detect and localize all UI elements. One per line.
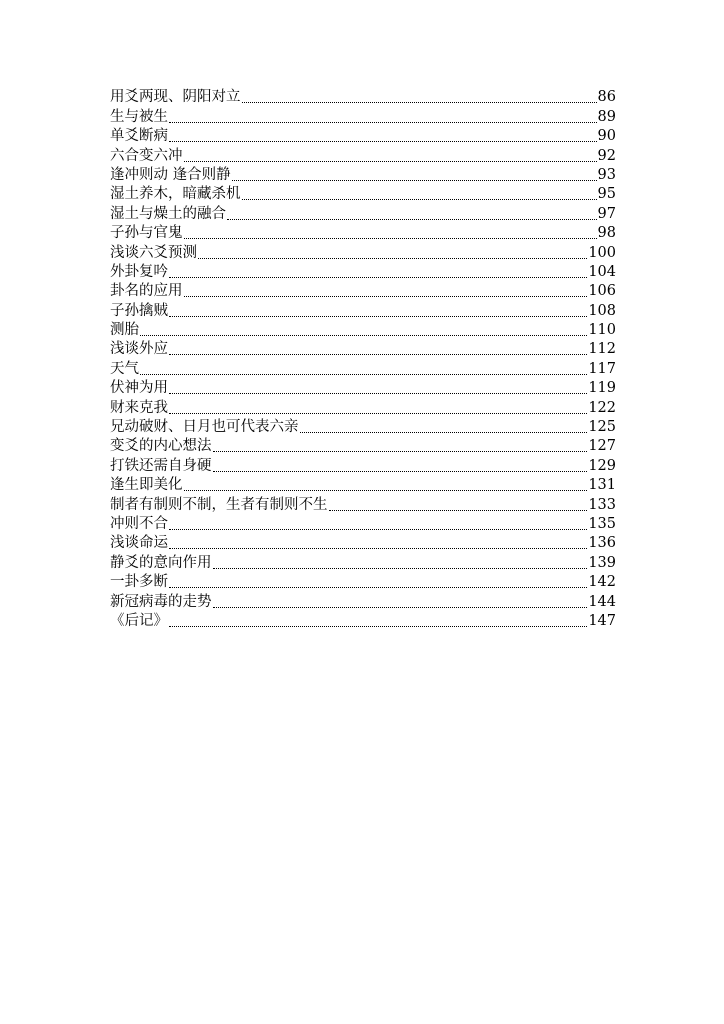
toc-entry-page: 95	[597, 186, 616, 203]
dot-leader	[242, 101, 597, 103]
toc-entry-title: 伏神为用	[110, 380, 168, 397]
dot-leader	[198, 257, 587, 259]
dot-leader	[213, 470, 588, 472]
toc-entry-page: 122	[588, 399, 616, 416]
toc-entry-page: 93	[597, 166, 616, 183]
dot-leader	[213, 450, 588, 452]
dot-leader	[169, 276, 587, 278]
dot-leader	[232, 179, 597, 181]
toc-entry-page: 136	[588, 535, 616, 552]
toc-entry-page: 92	[597, 147, 616, 164]
dot-leader	[300, 431, 588, 433]
dot-leader	[169, 625, 587, 627]
dot-leader	[213, 567, 588, 569]
toc-entry-title: 制者有制则不制，生者有制则不生	[110, 496, 328, 513]
toc-entry-title: 测胎	[110, 322, 139, 339]
toc-entry[interactable]	[110, 321, 616, 340]
dot-leader	[242, 198, 597, 200]
toc-entry[interactable]	[110, 476, 616, 495]
toc-entry-page: 89	[597, 108, 616, 125]
toc-entry-page: 97	[597, 205, 616, 222]
toc-entry-title: 六合变六冲	[110, 147, 183, 164]
toc-entry[interactable]	[110, 515, 616, 534]
toc-entry[interactable]	[110, 573, 616, 592]
toc-entry-page: 133	[588, 496, 616, 513]
toc-entry-title: 子孙擒贼	[110, 302, 168, 319]
toc-entry-page: 104	[588, 263, 616, 280]
toc-entry-page: 110	[588, 322, 616, 339]
dot-leader	[169, 547, 587, 549]
toc-entry-page: 142	[588, 574, 616, 591]
toc-entry[interactable]	[110, 592, 616, 611]
toc-entry[interactable]	[110, 398, 616, 417]
dot-leader	[184, 237, 597, 239]
toc-entry[interactable]	[110, 359, 616, 378]
toc-entry[interactable]	[110, 495, 616, 514]
toc-entry-page: 139	[588, 554, 616, 571]
toc-entry-page: 108	[588, 302, 616, 319]
table-of-contents	[110, 88, 616, 631]
toc-entry-title: 子孙与官鬼	[110, 225, 183, 242]
toc-entry[interactable]	[110, 418, 616, 437]
toc-entry-title: 用爻两现、阴阳对立	[110, 89, 241, 106]
toc-entry-title: 湿土养木，暗藏杀机	[110, 186, 241, 203]
toc-entry-title: 逢冲则动 逢合则静	[110, 166, 231, 183]
toc-entry-page: 129	[588, 457, 616, 474]
toc-entry-title: 浅谈命运	[110, 535, 168, 552]
dot-leader	[169, 586, 587, 588]
toc-entry[interactable]	[110, 146, 616, 165]
toc-entry[interactable]	[110, 340, 616, 359]
toc-entry-title: 逢生即美化	[110, 477, 183, 494]
toc-entry-title: 浅谈外应	[110, 341, 168, 358]
toc-entry[interactable]	[110, 379, 616, 398]
toc-entry[interactable]	[110, 224, 616, 243]
toc-entry[interactable]	[110, 107, 616, 126]
dot-leader	[184, 489, 588, 491]
toc-entry[interactable]	[110, 204, 616, 223]
toc-entry[interactable]	[110, 185, 616, 204]
dot-leader	[169, 412, 587, 414]
dot-leader	[169, 528, 587, 530]
dot-leader	[169, 392, 587, 394]
toc-entry-title: 生与被生	[110, 108, 168, 125]
toc-entry[interactable]	[110, 437, 616, 456]
toc-entry-title: 浅谈六爻预测	[110, 244, 197, 261]
toc-entry[interactable]	[110, 612, 616, 631]
dot-leader	[169, 121, 597, 123]
toc-entry-title: 变爻的内心想法	[110, 438, 212, 455]
dot-leader	[213, 606, 588, 608]
toc-entry-page: 144	[588, 593, 616, 610]
toc-entry[interactable]	[110, 263, 616, 282]
dot-leader	[169, 315, 587, 317]
toc-entry-page: 135	[588, 515, 616, 532]
toc-entry[interactable]	[110, 88, 616, 107]
toc-entry-title: 单爻断病	[110, 128, 168, 145]
dot-leader	[184, 160, 597, 162]
toc-entry[interactable]	[110, 534, 616, 553]
toc-entry[interactable]	[110, 127, 616, 146]
dot-leader	[140, 334, 587, 336]
dot-leader	[329, 509, 588, 511]
toc-entry[interactable]	[110, 282, 616, 301]
toc-entry[interactable]	[110, 301, 616, 320]
toc-entry-page: 100	[588, 244, 616, 261]
toc-entry-title: 打铁还需自身硬	[110, 457, 212, 474]
toc-entry-title: 天气	[110, 360, 139, 377]
toc-entry-title: 《后记》	[110, 612, 168, 629]
toc-entry-page: 90	[597, 128, 616, 145]
dot-leader	[169, 353, 587, 355]
toc-entry-title: 卦名的应用	[110, 283, 183, 300]
toc-entry-page: 125	[588, 419, 616, 436]
dot-leader	[169, 140, 597, 142]
toc-entry-page: 98	[597, 225, 616, 242]
toc-entry-title: 新冠病毒的走势	[110, 593, 212, 610]
toc-entry[interactable]	[110, 553, 616, 572]
dot-leader	[140, 373, 587, 375]
toc-entry[interactable]	[110, 456, 616, 475]
toc-entry-page: 147	[588, 612, 616, 629]
toc-entry-title: 一卦多断	[110, 574, 168, 591]
toc-entry-title: 冲则不合	[110, 515, 168, 532]
toc-entry-page: 131	[588, 477, 616, 494]
dot-leader	[227, 218, 597, 220]
toc-entry-page: 86	[597, 89, 616, 106]
toc-entry[interactable]	[110, 166, 616, 185]
toc-entry-title: 湿土与燥土的融合	[110, 205, 226, 222]
dot-leader	[184, 295, 588, 297]
toc-entry-page: 106	[588, 283, 616, 300]
toc-entry-title: 静爻的意向作用	[110, 554, 212, 571]
toc-entry-title: 外卦复吟	[110, 263, 168, 280]
toc-entry-page: 119	[588, 380, 616, 397]
toc-entry-title: 财来克我	[110, 399, 168, 416]
toc-entry-page: 117	[588, 360, 616, 377]
toc-entry[interactable]	[110, 243, 616, 262]
toc-entry-page: 127	[588, 438, 616, 455]
toc-entry-title: 兄动破财、日月也可代表六亲	[110, 419, 299, 436]
toc-entry-page: 112	[588, 341, 616, 358]
